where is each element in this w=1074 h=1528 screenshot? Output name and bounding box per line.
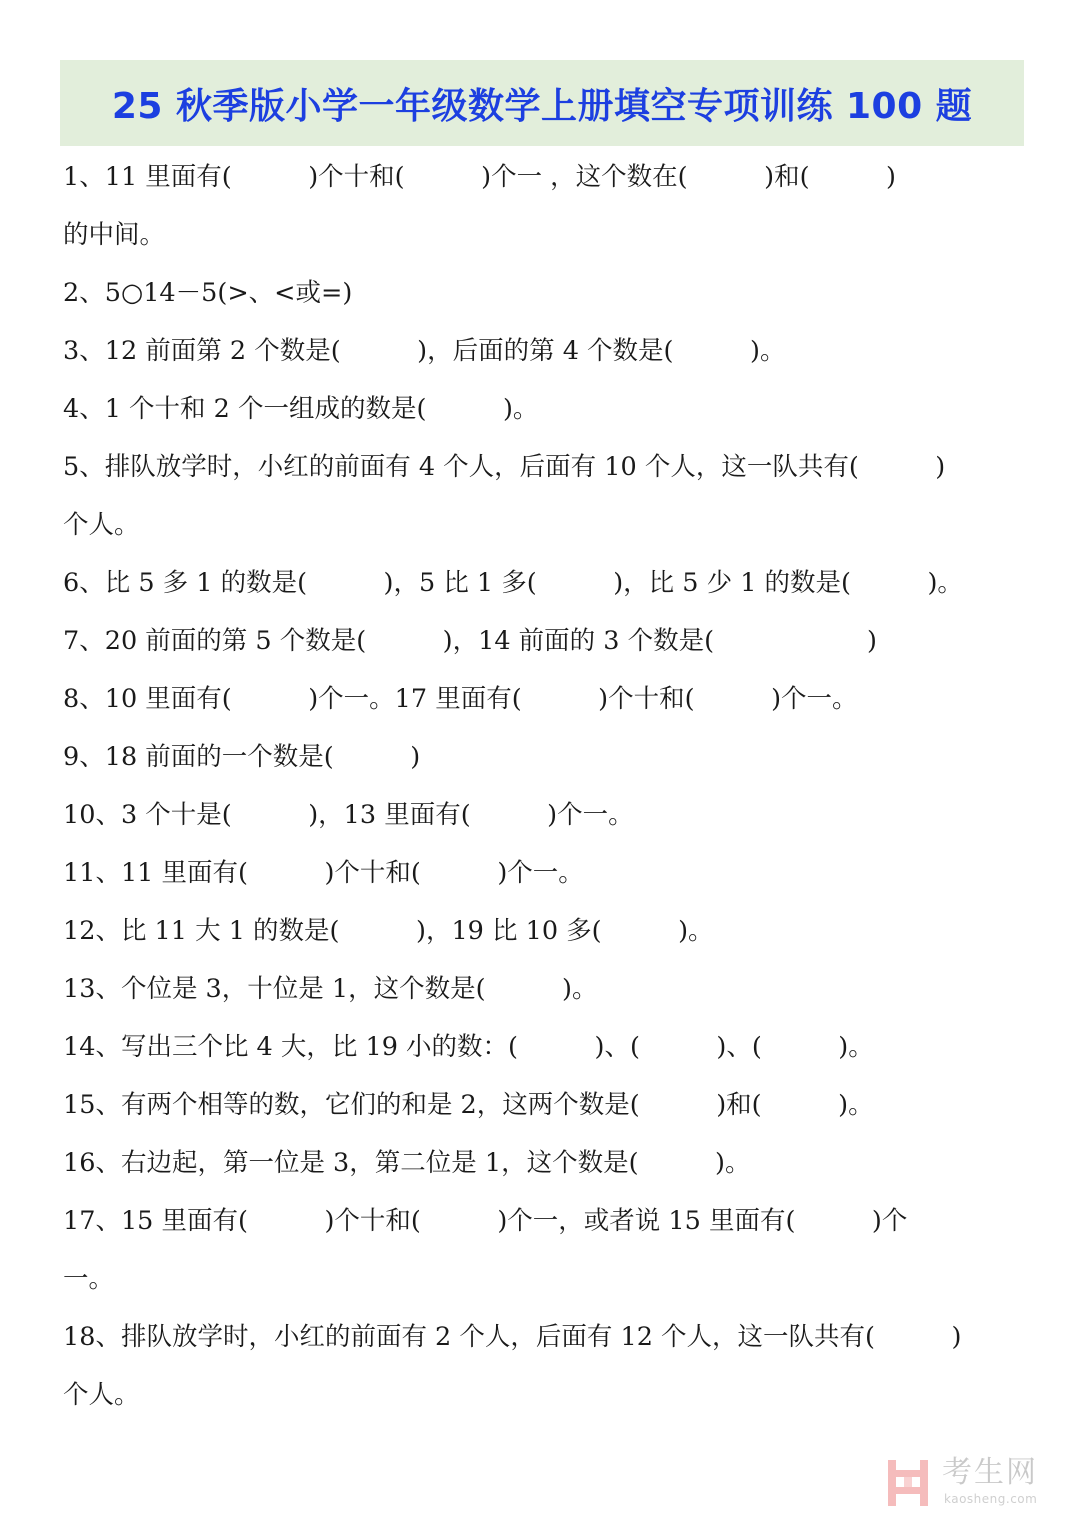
- question-14: 14、写出三个比 4 大，比 19 小的数：( )、( )、( )。: [63, 1032, 874, 1062]
- question-7: 7、20 前面的第 5 个数是( )，14 前面的 3 个数是( ): [63, 626, 877, 656]
- question-list: [63, 148, 1025, 1424]
- watermark-name: 考生网: [942, 1455, 1038, 1490]
- question-5-line-1: 5、排队放学时，小红的前面有 4 个人，后面有 10 个人，这一队共有( ): [63, 452, 946, 482]
- question-17-line-1: 17、15 里面有( )个十和( )个一，或者说 15 里面有( )个: [63, 1206, 908, 1236]
- question-18-line-1: 18、排队放学时，小红的前面有 2 个人，后面有 12 个人，这一队共有( ): [63, 1322, 962, 1352]
- question-17-line-2: 一。: [63, 1264, 115, 1294]
- question-1-line-2: 的中间。: [63, 220, 166, 250]
- question-10: 10、3 个十是( )，13 里面有( )个一。: [63, 800, 634, 830]
- question-8: 8、10 里面有( )个一。17 里面有( )个十和( )个一。: [63, 684, 858, 714]
- question-5-line-2: 个人。: [63, 510, 140, 540]
- question-6: 6、比 5 多 1 的数是( )，5 比 1 多( )，比 5 少 1 的数是( )。: [63, 568, 963, 598]
- question-12: 12、比 11 大 1 的数是( )，19 比 10 多( )。: [63, 916, 714, 946]
- question-4: 4、1 个十和 2 个一组成的数是( )。: [63, 394, 539, 424]
- page-title: 25 秋季版小学一年级数学上册填空专项训练 100 题: [111, 85, 973, 127]
- question-9: 9、18 前面的一个数是( ): [63, 742, 421, 772]
- question-2: 2、5○14－5(>、<或=): [63, 278, 353, 308]
- watermark-domain: kaosheng.com: [944, 1492, 1038, 1506]
- question-18-line-2: 个人。: [63, 1380, 140, 1410]
- question-1-line-1: 1、11 里面有( )个十和( )个一 ，这个数在( )和( ): [63, 162, 896, 192]
- question-3: 3、12 前面第 2 个数是( )，后面的第 4 个数是( )。: [63, 336, 786, 366]
- watermark: [884, 1456, 1054, 1512]
- question-11: 11、11 里面有( )个十和( )个一。: [63, 858, 584, 888]
- question-16: 16、右边起，第一位是 3，第二位是 1，这个数是( )。: [63, 1148, 751, 1178]
- kaosheng-logo-icon: [884, 1458, 932, 1508]
- question-13: 13、个位是 3，十位是 1，这个数是( )。: [63, 974, 598, 1004]
- title-banner: [60, 60, 1024, 146]
- question-15: 15、有两个相等的数，它们的和是 2，这两个数是( )和( )。: [63, 1090, 874, 1120]
